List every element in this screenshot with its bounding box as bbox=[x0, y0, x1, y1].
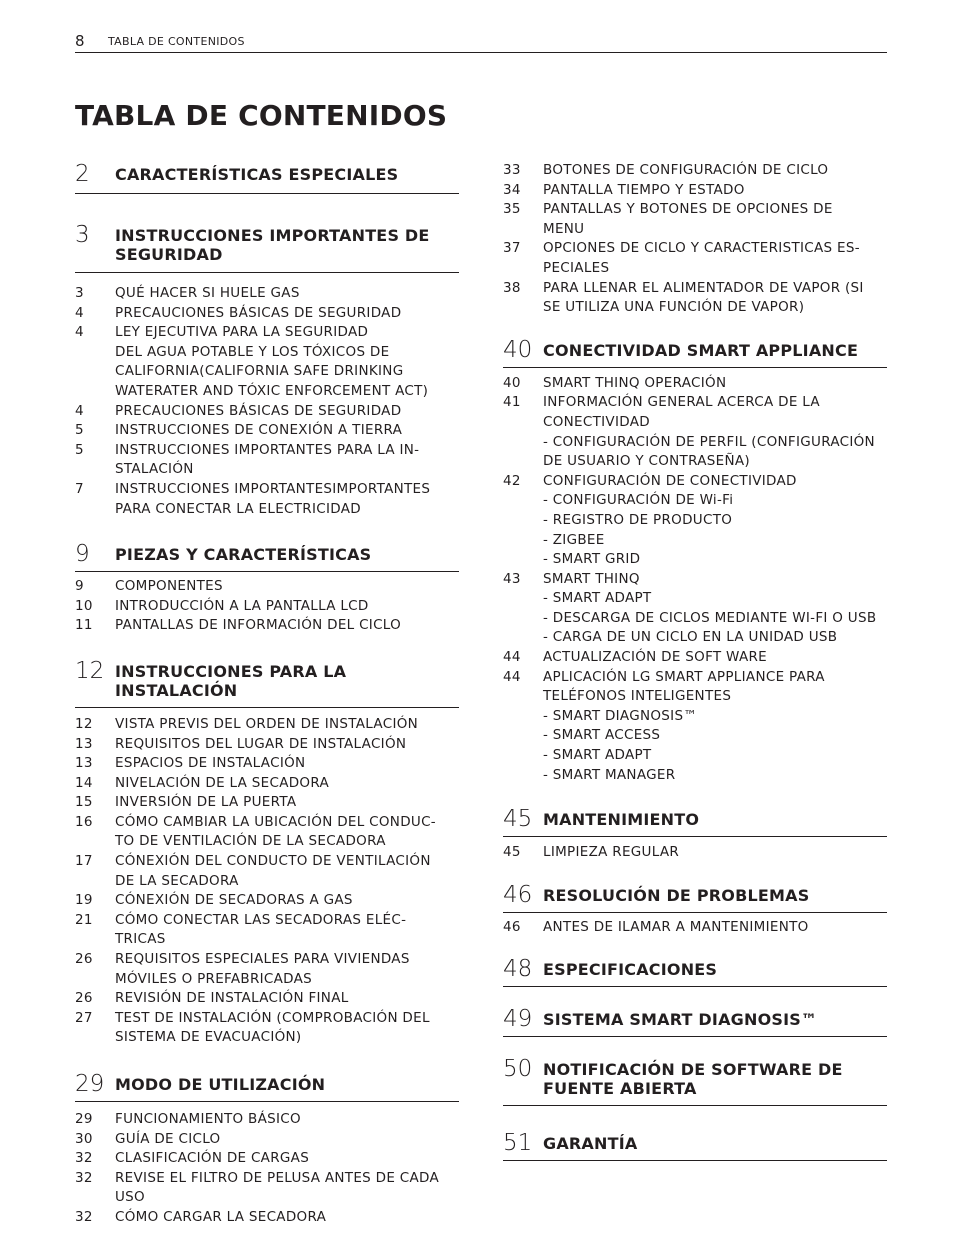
toc-item-text: TO DE VENTILACIÓN DE LA SECADORA bbox=[115, 833, 386, 850]
toc-section-heading[interactable] bbox=[75, 1071, 459, 1102]
toc-section-heading[interactable] bbox=[75, 541, 459, 572]
toc-section-heading[interactable] bbox=[503, 336, 887, 368]
toc-item[interactable] bbox=[75, 1149, 459, 1169]
toc-section-heading[interactable] bbox=[75, 657, 459, 708]
toc-item-text: PANTALLA TIEMPO Y ESTADO bbox=[543, 181, 745, 198]
toc-item-text: ESPACIOS DE INSTALACIÓN bbox=[115, 755, 306, 772]
toc-item-text: REQUISITOS DEL LUGAR DE INSTALACIÓN bbox=[115, 735, 407, 752]
toc-item-page-number: 45 bbox=[503, 844, 521, 861]
header-title: TABLA DE CONTENIDOS bbox=[108, 35, 245, 48]
toc-item[interactable] bbox=[75, 774, 459, 794]
toc-item[interactable] bbox=[75, 852, 459, 891]
toc-item-page-number: 32 bbox=[75, 1169, 93, 1186]
toc-item-text: APLICACIÓN LG SMART APPLIANCE PARA bbox=[543, 668, 825, 685]
toc-item-page-number: 42 bbox=[503, 472, 521, 489]
toc-item-list bbox=[75, 715, 459, 1048]
toc-item-text: LEY EJECUTIVA PARA LA SEGURIDAD bbox=[115, 324, 369, 341]
toc-item-page-number: 5 bbox=[75, 422, 84, 439]
toc-item-text: - SMART MANAGER bbox=[543, 766, 676, 783]
toc-item-list bbox=[503, 161, 887, 318]
toc-item-text: - CONFIGURACIÓN DE Wi-Fi bbox=[543, 492, 734, 509]
toc-item-page-number: 19 bbox=[75, 892, 93, 909]
toc-section-page-number: 2 bbox=[75, 161, 90, 187]
toc-item-text: PANTALLAS Y BOTONES DE OPCIONES DE bbox=[543, 201, 833, 218]
toc-item-text: TEST DE INSTALACIÓN (COMPROBACIÓN DEL bbox=[115, 1009, 430, 1026]
toc-item-text: QUÉ HACER SI HUELE GAS bbox=[115, 285, 300, 301]
toc-section-heading[interactable] bbox=[503, 956, 887, 987]
toc-section-page-number: 12 bbox=[75, 657, 105, 684]
toc-item-page-number: 12 bbox=[75, 715, 93, 732]
toc-item[interactable] bbox=[503, 668, 887, 786]
toc-item-text: INSTRUCCIONES IMPORTANTESIMPORTANTES bbox=[115, 480, 431, 497]
toc-section-title: INSTRUCCIONES PARA LA INSTALACIÓN bbox=[115, 661, 347, 700]
toc-item-text: CLASIFICACIÓN DE CARGAS bbox=[115, 1150, 310, 1167]
toc-section-title: INSTRUCCIONES IMPORTANTES DE SEGURIDAD bbox=[115, 226, 430, 264]
toc-section-title: CARACTERÍSTICAS ESPECIALES bbox=[115, 165, 399, 184]
toc-item-text: INSTRUCCIONES IMPORTANTES PARA LA IN- bbox=[115, 441, 420, 458]
toc-item-page-number: 26 bbox=[75, 990, 93, 1007]
toc-item-text: NIVELACIÓN DE LA SECADORA bbox=[115, 774, 330, 791]
toc-item-text: VISTA PREVIS DEL ORDEN DE INSTALACIÓN bbox=[115, 715, 419, 732]
toc-item-text: CÓMO CAMBIAR LA UBICACIÓN DEL CONDUC- bbox=[115, 813, 436, 830]
toc-item-text: REQUISITOS ESPECIALES PARA VIVIENDAS bbox=[115, 951, 410, 968]
toc-item-text: INSTRUCCIONES DE CONEXIÓN A TIERRA bbox=[115, 422, 403, 439]
toc-item-page-number: 3 bbox=[75, 285, 84, 301]
toc-item-text: MÓVILES O PREFABRICADAS bbox=[115, 970, 313, 987]
toc-item[interactable] bbox=[75, 1009, 459, 1048]
toc-item-text: SMART THINQ OPERACIÓN bbox=[543, 374, 727, 391]
toc-item[interactable] bbox=[75, 284, 459, 304]
toc-item-text: BOTONES DE CONFIGURACIÓN DE CICLO bbox=[543, 162, 829, 178]
toc-item-text: OPCIONES DE CICLO Y CARACTERISTICAS ES- bbox=[543, 240, 860, 257]
toc-item[interactable] bbox=[503, 374, 887, 394]
toc-item-page-number: 17 bbox=[75, 853, 93, 870]
toc-item-text: MENU bbox=[543, 220, 585, 237]
toc-item-text: PARA LLENAR EL ALIMENTADOR DE VAPOR (SI bbox=[543, 279, 864, 296]
toc-item-text: CALIFORNIA(CALIFORNIA SAFE DRINKING bbox=[115, 363, 404, 380]
toc-item-text: - SMART ADAPT bbox=[543, 590, 652, 607]
toc-section-heading[interactable] bbox=[503, 881, 887, 913]
toc-item-text: DEL AGUA POTABLE Y LOS TÓXICOS DE bbox=[115, 343, 390, 360]
toc-item[interactable] bbox=[75, 402, 459, 422]
toc-item[interactable] bbox=[75, 577, 459, 597]
toc-item-text: PRECAUCIONES BÁSICAS DE SEGURIDAD bbox=[115, 402, 402, 419]
toc-item-page-number: 14 bbox=[75, 774, 93, 791]
toc-section-title: GARANTÍA bbox=[543, 1134, 638, 1154]
toc-item-page-number: 34 bbox=[503, 181, 521, 198]
toc-item[interactable] bbox=[75, 1169, 459, 1208]
toc-item-text: TELÉFONOS INTELIGENTES bbox=[543, 688, 732, 705]
toc-item[interactable] bbox=[75, 989, 459, 1009]
toc-item[interactable] bbox=[75, 480, 459, 519]
toc-item-text: PECIALES bbox=[543, 259, 610, 276]
toc-item-text: DE USUARIO Y CONTRASEÑA) bbox=[543, 453, 750, 470]
toc-item[interactable] bbox=[75, 735, 459, 755]
toc-item-page-number: 7 bbox=[75, 480, 84, 497]
toc-item-page-number: 4 bbox=[75, 402, 84, 419]
toc-item-text: GUÍA DE CICLO bbox=[115, 1130, 221, 1147]
toc-item-text: INFORMACIÓN GENERAL ACERCA DE LA bbox=[543, 394, 820, 411]
toc-item-page-number: 4 bbox=[75, 304, 84, 321]
page-number: 8 bbox=[75, 32, 85, 50]
toc-item-page-number: 10 bbox=[75, 597, 93, 614]
toc-section-heading[interactable] bbox=[503, 1056, 887, 1106]
toc-item-list bbox=[75, 1110, 459, 1228]
toc-item-page-number: 32 bbox=[75, 1208, 93, 1225]
toc-item-text: - ZIGBEE bbox=[543, 531, 605, 548]
toc-item-text: PRECAUCIONES BÁSICAS DE SEGURIDAD bbox=[115, 304, 402, 321]
toc-item-page-number: 35 bbox=[503, 201, 521, 218]
toc-section-heading[interactable] bbox=[503, 1006, 887, 1037]
toc-section-page-number: 3 bbox=[75, 222, 90, 248]
toc-item[interactable] bbox=[75, 891, 459, 911]
toc-item[interactable] bbox=[75, 1110, 459, 1130]
toc-section-title: CONECTIVIDAD SMART APPLIANCE bbox=[543, 340, 859, 360]
toc-item-page-number: 11 bbox=[75, 617, 93, 634]
toc-item-page-number: 16 bbox=[75, 813, 93, 830]
toc-item-text: LIMPIEZA REGULAR bbox=[543, 844, 680, 861]
toc-item-text: PANTALLAS DE INFORMACIÓN DEL CICLO bbox=[115, 617, 402, 634]
toc-item-text: - SMART ACCESS bbox=[543, 727, 661, 744]
toc-item[interactable] bbox=[503, 279, 887, 318]
toc-item-text: - CARGA DE UN CICLO EN LA UNIDAD USB bbox=[543, 629, 838, 646]
toc-item-text: - DESCARGA DE CICLOS MEDIANTE WI-FI O USB bbox=[543, 609, 877, 626]
toc-item-page-number: 33 bbox=[503, 162, 521, 178]
toc-item[interactable] bbox=[503, 181, 887, 201]
toc-item-text: ACTUALIZACIÓN DE SOFT WARE bbox=[543, 649, 767, 666]
toc-item[interactable] bbox=[503, 239, 887, 278]
toc-item-text: REVISIÓN DE INSTALACIÓN FINAL bbox=[115, 990, 349, 1007]
toc-item-text: - SMART DIAGNOSIS™ bbox=[543, 707, 698, 724]
toc-item-text: USO bbox=[115, 1189, 145, 1206]
toc-item-page-number: 40 bbox=[503, 374, 521, 391]
toc-item[interactable] bbox=[75, 715, 459, 735]
toc-section-heading[interactable] bbox=[503, 806, 887, 837]
toc-section-title: RESOLUCIÓN DE PROBLEMAS bbox=[543, 885, 810, 905]
toc-item[interactable] bbox=[503, 918, 887, 938]
toc-section-title: SISTEMA SMART DIAGNOSIS™ bbox=[543, 1010, 818, 1030]
toc-section-page-number: 40 bbox=[503, 336, 533, 363]
toc-item-text: CONFIGURACIÓN DE CONECTIVIDAD bbox=[543, 472, 797, 489]
toc-item-text: - REGISTRO DE PRODUCTO bbox=[543, 511, 733, 528]
toc-item-text: INVERSIÓN DE LA PUERTA bbox=[115, 794, 297, 811]
toc-item-text: SMART THINQ bbox=[543, 570, 640, 587]
toc-item-text: CÓMO CARGAR LA SECADORA bbox=[115, 1208, 327, 1225]
toc-section-heading[interactable] bbox=[503, 1130, 887, 1161]
toc-item-text: - CONFIGURACIÓN DE PERFIL (CONFIGURACIÓN bbox=[543, 433, 875, 450]
toc-section-title: MANTENIMIENTO bbox=[543, 810, 700, 830]
toc-section-page-number: 45 bbox=[503, 806, 533, 833]
toc-item-page-number: 32 bbox=[75, 1150, 93, 1167]
toc-item[interactable] bbox=[503, 200, 887, 239]
toc-item[interactable] bbox=[75, 1130, 459, 1150]
toc-item-page-number: 30 bbox=[75, 1130, 93, 1147]
toc-item-text: TRICAS bbox=[115, 931, 166, 948]
toc-item[interactable] bbox=[75, 597, 459, 617]
toc-item-text: CÓMO CONECTAR LAS SECADORAS ELÉC- bbox=[115, 911, 407, 928]
toc-section-page-number: 9 bbox=[75, 541, 90, 568]
toc-item[interactable] bbox=[503, 472, 887, 570]
toc-section-page-number: 46 bbox=[503, 881, 533, 908]
toc-item-page-number: 21 bbox=[75, 911, 93, 928]
toc-item-page-number: 38 bbox=[503, 279, 521, 296]
toc-item[interactable] bbox=[75, 304, 459, 324]
toc-item-page-number: 26 bbox=[75, 951, 93, 968]
toc-item-text: WATERATER AND TÓXIC ENFORCEMENT ACT) bbox=[115, 382, 429, 399]
toc-item[interactable] bbox=[75, 616, 459, 636]
toc-section-heading[interactable] bbox=[75, 157, 459, 194]
toc-item-page-number: 13 bbox=[75, 755, 93, 772]
toc-item-page-number: 43 bbox=[503, 570, 521, 587]
toc-item-text: SE UTILIZA UNA FUNCIÓN DE VAPOR) bbox=[543, 299, 805, 316]
toc-section-page-number: 29 bbox=[75, 1071, 105, 1097]
toc-item-list bbox=[75, 284, 459, 519]
toc-item-text: ANTES DE ILAMAR A MANTENIMIENTO bbox=[543, 918, 809, 935]
toc-item-text: CÓNEXIÓN DE SECADORAS A GAS bbox=[115, 892, 353, 909]
toc-item-page-number: 46 bbox=[503, 918, 521, 935]
toc-item-page-number: 41 bbox=[503, 394, 521, 411]
toc-item[interactable] bbox=[75, 793, 459, 813]
toc-item-text: - SMART ADAPT bbox=[543, 747, 652, 764]
toc-item-page-number: 9 bbox=[75, 578, 84, 595]
toc-item-text: CÓNEXIÓN DEL CONDUCTO DE VENTILACIÓN bbox=[115, 853, 431, 870]
toc-item-list bbox=[503, 374, 887, 785]
toc-item[interactable] bbox=[75, 441, 459, 480]
toc-item[interactable] bbox=[75, 754, 459, 774]
toc-item[interactable] bbox=[75, 911, 459, 950]
toc-item[interactable] bbox=[75, 421, 459, 441]
toc-section-page-number: 50 bbox=[503, 1056, 533, 1083]
toc-item-page-number: 13 bbox=[75, 735, 93, 752]
toc-item-text: STALACIÓN bbox=[115, 461, 194, 478]
toc-right-column bbox=[503, 157, 887, 1161]
toc-section-page-number: 48 bbox=[503, 956, 533, 983]
toc-section-title: PIEZAS Y CARACTERÍSTICAS bbox=[115, 545, 372, 565]
toc-item-text: CONECTIVIDAD bbox=[543, 413, 650, 430]
toc-item-text: PARA CONECTAR LA ELECTRICIDAD bbox=[115, 500, 361, 517]
toc-item-list bbox=[75, 577, 459, 636]
toc-item-page-number: 37 bbox=[503, 240, 521, 257]
toc-item-text: INTRODUCCIÓN A LA PANTALLA LCD bbox=[115, 597, 369, 614]
toc-item-text: SISTEMA DE EVACUACIÓN) bbox=[115, 1029, 302, 1046]
toc-item-page-number: 44 bbox=[503, 649, 521, 666]
toc-item[interactable] bbox=[503, 843, 887, 863]
toc-item-text: REVISE EL FILTRO DE PELUSA ANTES DE CADA bbox=[115, 1169, 440, 1186]
toc-item[interactable] bbox=[75, 950, 459, 989]
toc-item-text: FUNCIONAMIENTO BÁSICO bbox=[115, 1111, 301, 1127]
toc-item-text: - SMART GRID bbox=[543, 551, 641, 568]
toc-item[interactable] bbox=[503, 570, 887, 648]
toc-left-column bbox=[75, 157, 459, 1228]
toc-section-title: ESPECIFICACIONES bbox=[543, 960, 718, 980]
toc-section-heading[interactable] bbox=[75, 224, 459, 273]
toc-item[interactable] bbox=[503, 648, 887, 668]
toc-item-list bbox=[503, 918, 887, 938]
toc-item-text: DE LA SECADORA bbox=[115, 872, 239, 889]
toc-item-page-number: 4 bbox=[75, 324, 84, 341]
toc-item-page-number: 5 bbox=[75, 441, 84, 458]
toc-section-page-number: 49 bbox=[503, 1006, 533, 1033]
toc-item-page-number: 27 bbox=[75, 1009, 93, 1026]
toc-item-text: COMPONENTES bbox=[115, 578, 223, 595]
toc-item[interactable] bbox=[75, 813, 459, 852]
toc-item-page-number: 29 bbox=[75, 1111, 93, 1127]
toc-item-list bbox=[503, 843, 887, 863]
toc-item-page-number: 44 bbox=[503, 668, 521, 685]
toc-item[interactable] bbox=[75, 1208, 459, 1228]
toc-section-title: MODO DE UTILIZACIÓN bbox=[115, 1075, 326, 1094]
page-title: TABLA DE CONTENIDOS bbox=[75, 99, 448, 132]
toc-section-page-number: 51 bbox=[503, 1130, 533, 1157]
page-header bbox=[75, 33, 887, 53]
toc-item[interactable] bbox=[503, 161, 887, 181]
toc-section-title: NOTIFICACIÓN DE SOFTWARE DE FUENTE ABIERTA bbox=[543, 1060, 843, 1099]
toc-item[interactable] bbox=[503, 393, 887, 471]
toc-item-page-number: 15 bbox=[75, 794, 93, 811]
toc-item[interactable] bbox=[75, 323, 459, 401]
